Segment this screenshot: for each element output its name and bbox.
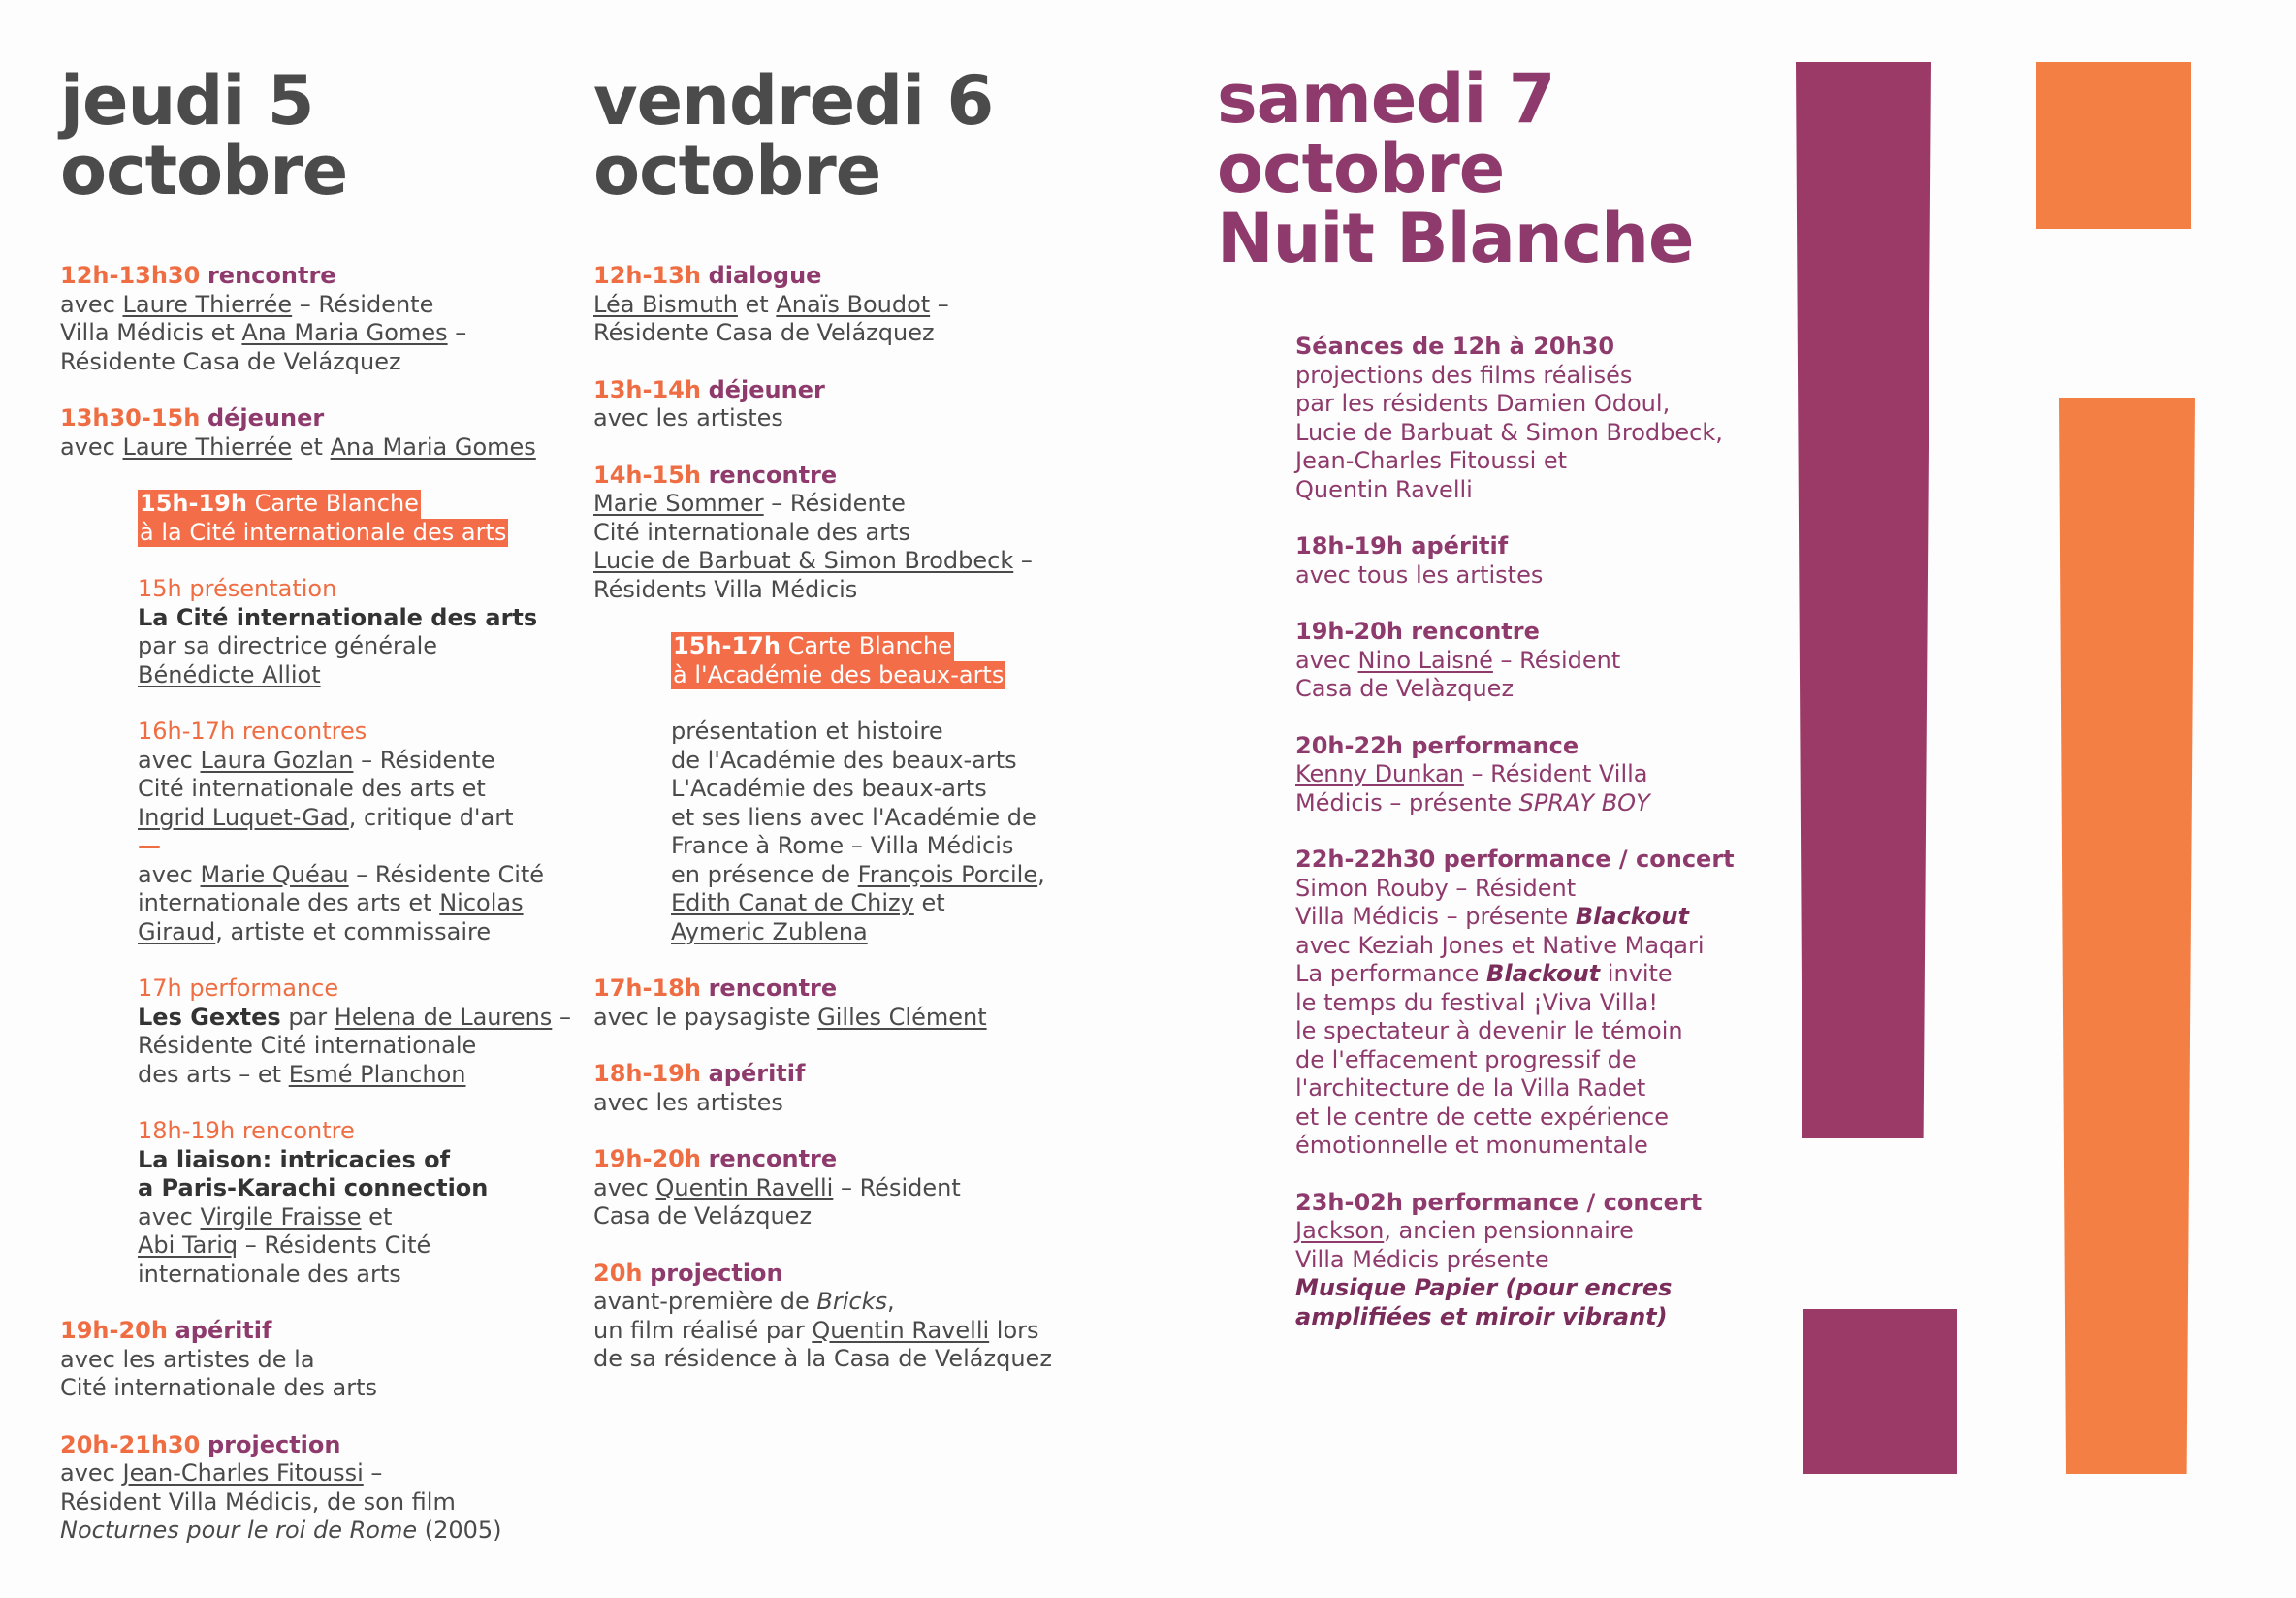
name-link[interactable]: Ingrid Luquet-Gad — [138, 803, 349, 831]
event-samedi-2: 18h-19h apéritif avec tous les artistes — [1295, 532, 1544, 589]
event-jeudi-5: 17h performance Les Gextes par Helena de Laurens – Résidente Cité internationale des arts – et Esmé Planchon — [138, 975, 571, 1088]
name-link[interactable]: Ana Maria Gomes — [241, 319, 448, 346]
column-jeudi — [60, 0, 603, 1574]
name-link[interactable]: Quentin Ravelli — [655, 1173, 834, 1201]
purple-exclamation-bar — [1796, 62, 1931, 1138]
event-vendredi-8: 20h projection avant-première de Bricks, un film réalisé par Quentin Ravelli lors de sa résidence à la Casa de Velázquez — [593, 1259, 1052, 1372]
separator-dash: — — [138, 832, 161, 859]
event-vendredi-7: 19h-20h rencontre avec Quentin Ravelli – Résident Casa de Velázquez — [593, 1145, 961, 1230]
day-title-line2: octobre — [60, 131, 348, 210]
event-vendredi-6: 18h-19h apéritif avec les artistes — [593, 1060, 806, 1116]
name-link[interactable]: Laure Thierrée — [122, 290, 293, 318]
event-jeudi-2: 13h30-15h déjeuner avec Laure Thierrée et Ana Maria Gomes — [60, 404, 536, 461]
event-jeudi-4: 16h-17h rencontres avec Laura Gozlan – Résidente Cité internationale des arts et Ingrid Luquet-Gad, critique d'art — avec Marie Quéau – Résidente Cité internationale des arts et Nicolas Giraud, artiste et commissaire — [60, 718, 603, 946]
name-link[interactable]: Marie Sommer — [593, 490, 764, 517]
name-link[interactable]: Helena de Laurens — [334, 1003, 553, 1031]
name-link[interactable]: Lucie de Barbuat & Simon Brodbeck — [593, 547, 1014, 574]
name-link[interactable]: Laure Thierrée — [122, 432, 293, 461]
name-link[interactable]: Virgile Fraisse — [200, 1202, 362, 1230]
orange-exclamation-bar — [2059, 398, 2195, 1474]
event-samedi-6: 23h-02h performance / concert Jackson, ancien pensionnaire Villa Médicis présente Musique Papier (pour encres amplifiées et miroir vibrant) — [1295, 1188, 1703, 1330]
event-jeudi-1: 12h-13h30 rencontre avec Laure Thierrée – Résidente Villa Médicis et Ana Maria Gomes – Résidente Casa de Velázquez — [60, 262, 467, 375]
name-link[interactable]: Jackson — [1295, 1217, 1385, 1244]
name-link[interactable]: Kenny Dunkan — [1295, 760, 1464, 787]
name-link[interactable]: Anaïs Boudot — [776, 290, 931, 318]
orange-dot — [2036, 62, 2191, 229]
name-link[interactable]: Edith Canat de Chizy — [671, 889, 914, 916]
name-link[interactable]: Bénédicte Alliot — [138, 660, 321, 688]
event-vendredi-5: 17h-18h rencontre avec le paysagiste Gilles Clément — [593, 975, 987, 1031]
name-link[interactable]: Giraud — [138, 917, 216, 945]
column-vendredi — [593, 0, 1136, 1402]
name-link[interactable]: Aymeric Zublena — [671, 917, 868, 945]
event-jeudi-3: 15h présentation La Cité internationale des arts par sa directrice générale Bénédicte Alliot — [138, 575, 538, 688]
event-samedi-3: 19h-20h rencontre avec Nino Laisné – Résident Casa de Velàzquez — [1295, 618, 1621, 702]
name-link[interactable]: Abi Tariq — [138, 1231, 239, 1259]
event-samedi-1: Séances de 12h à 20h30 projections des films réalisés par les résidents Damien Odoul, Lucie de Barbuat & Simon Brodbeck, Jean-Charles Fitoussi et Quentin Ravelli — [1295, 333, 1723, 503]
name-link[interactable]: Jean-Charles Fitoussi — [122, 1459, 364, 1486]
event-samedi-5: 22h-22h30 performance / concert Simon Rouby – Résident Villa Médicis – présente Blackout avec Keziah Jones et Native Maqari La performance Blackout invite le temps du festival ¡Viva Villa! le spectateur à devenir le témoin de l'effacement progressif de l'architecture de la Villa Radet et le centre de cette expérience émotionnelle et monumentale — [1295, 846, 1735, 1159]
carte-blanche-vendredi: 15h-17h Carte Blanche à l'Académie des beaux-arts — [673, 632, 1004, 688]
event-jeudi-7: 19h-20h apéritif avec les artistes de la Cité internationale des arts — [60, 1317, 378, 1401]
carte-blanche-jeudi: 15h-19h Carte Blanche à la Cité internationale des arts — [140, 490, 507, 546]
day-title-line1: jeudi 5 — [60, 61, 314, 141]
name-link[interactable]: Esmé Planchon — [288, 1060, 466, 1088]
column-samedi — [1217, 0, 1760, 278]
name-link[interactable]: François Porcile — [857, 860, 1038, 888]
name-link[interactable]: Léa Bismuth — [593, 290, 738, 318]
event-vendredi-3: 14h-15h rencontre Marie Sommer – Résidente Cité internationale des arts Lucie de Barbuat & Simon Brodbeck – Résidents Villa Médicis — [593, 461, 1033, 603]
name-link[interactable]: Laura Gozlan — [200, 746, 354, 774]
event-vendredi-4: présentation et histoire de l'Académie des beaux-arts L'Académie des beaux-arts et ses liens avec l'Académie de France à Rome – Villa Médicis en présence de François Porcile, Edith Canat de Chizy et Aymeric Zublena — [671, 718, 1045, 945]
day-title-jeudi — [60, 61, 603, 210]
name-link[interactable]: Nicolas — [439, 889, 524, 916]
name-link[interactable]: Gilles Clément — [817, 1003, 987, 1031]
event-vendredi-2: 13h-14h déjeuner avec les artistes — [593, 375, 825, 431]
event-jeudi-8: 20h-21h30 projection avec Jean-Charles Fitoussi – Résident Villa Médicis, de son film Nocturnes pour le roi de Rome (2005) — [60, 1430, 502, 1544]
day-title-samedi: samedi 7 octobre Nuit Blanche — [1217, 59, 1694, 278]
name-link[interactable]: Quentin Ravelli — [812, 1316, 990, 1344]
purple-exclamation-dot — [1803, 1309, 1957, 1474]
name-link[interactable]: Marie Quéau — [200, 860, 349, 888]
name-link[interactable]: Ana Maria Gomes — [330, 432, 536, 461]
event-vendredi-1: 12h-13h dialogue Léa Bismuth et Anaïs Boudot – Résidente Casa de Velázquez — [593, 262, 949, 346]
event-samedi-4: 20h-22h performance Kenny Dunkan – Résident Villa Médicis – présente SPRAY BOY — [1295, 731, 1650, 816]
day-title-vendredi: vendredi 6 octobre — [593, 61, 994, 210]
name-link[interactable]: Nino Laisné — [1357, 646, 1493, 674]
event-jeudi-6: 18h-19h rencontre La liaison: intricacies of a Paris-Karachi connection avec Virgile Fraisse et Abi Tariq – Résidents Cité internationale des arts — [138, 1117, 489, 1288]
column-samedi-events — [1295, 333, 1761, 1359]
